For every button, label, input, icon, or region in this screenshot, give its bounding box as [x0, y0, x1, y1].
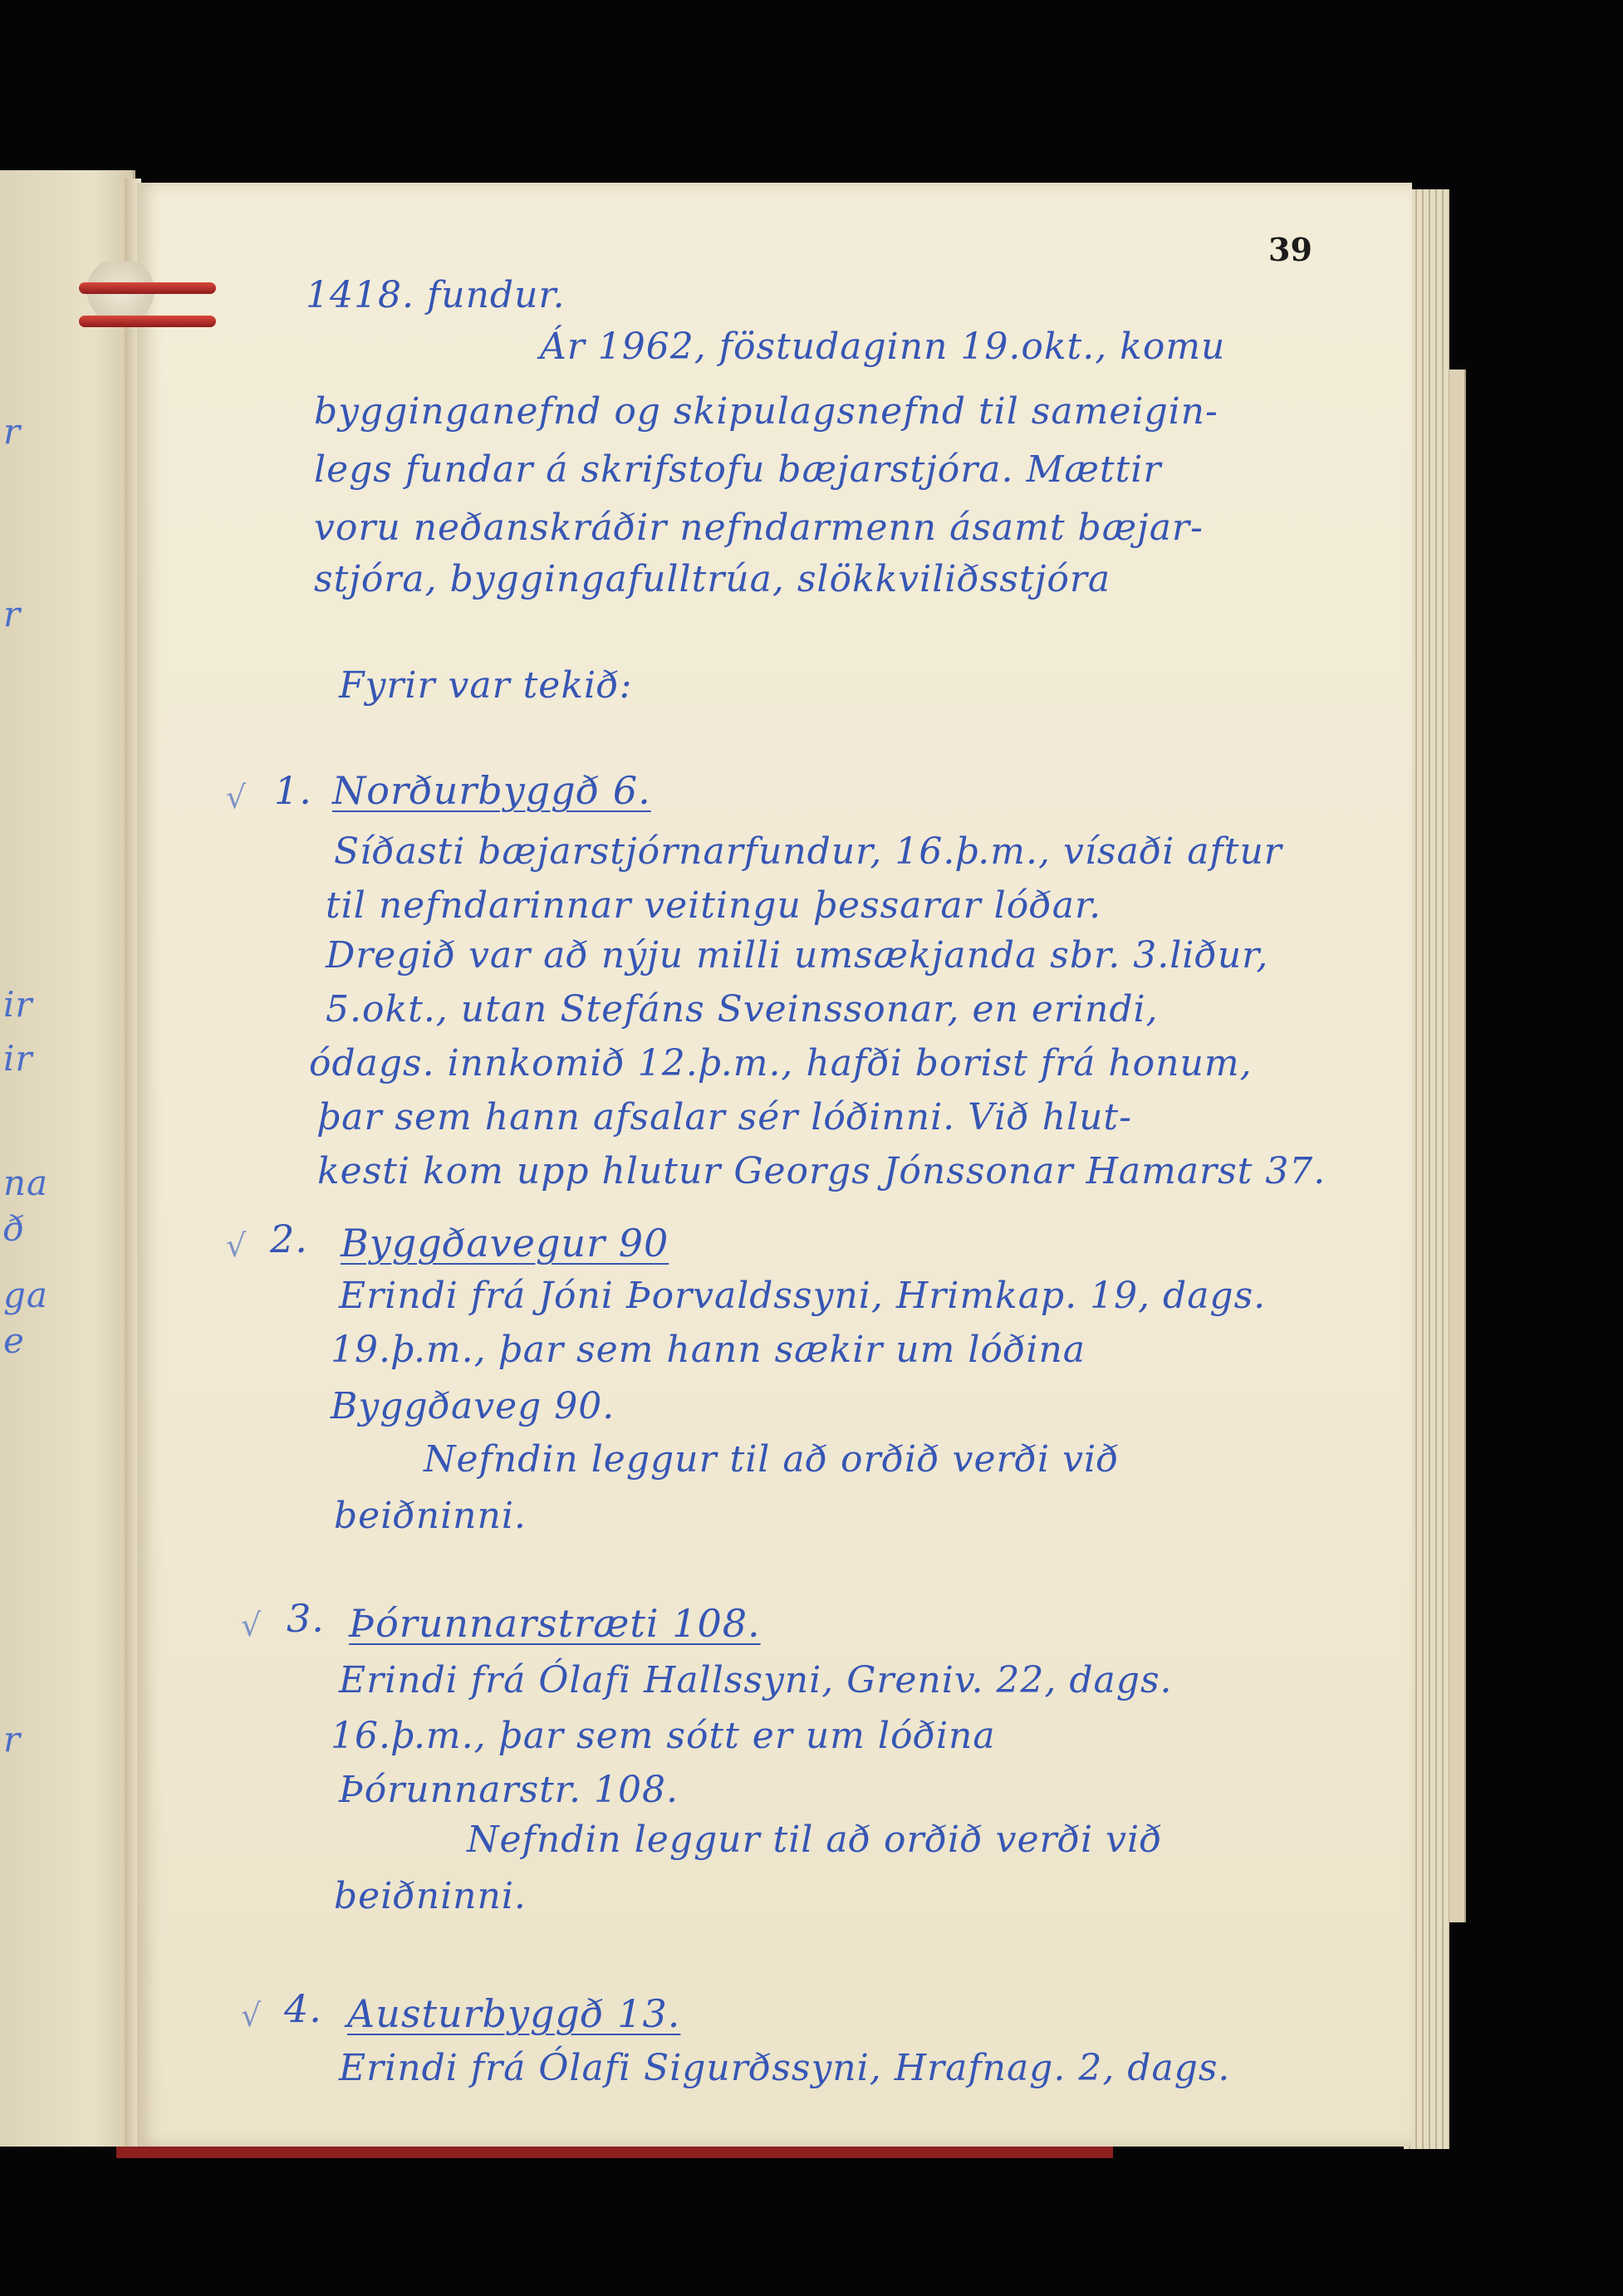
item-line: kesti kom upp hlutur Georgs Jónssonar Hamarst 37.	[317, 1150, 1326, 1192]
left-page-fragment: r	[3, 594, 22, 634]
intro-line: Ár 1962, föstudaginn 19.okt., komu	[540, 326, 1226, 368]
item-line: þar sem hann afsalar sér lóðinni. Við hlut-	[317, 1096, 1132, 1138]
meeting-number: 1418. fundur.	[306, 274, 566, 316]
item-title: Byggðavegur 90	[341, 1221, 669, 1265]
loose-sheet-edge	[1449, 370, 1466, 1922]
item-number: 4.	[284, 1986, 322, 2031]
check-mark: √	[241, 1607, 262, 1643]
item-line: Dregið var að nýju milli umsækjanda sbr. 3.liður,	[326, 934, 1269, 977]
item-line: Erindi frá Ólafi Hallssyni, Greniv. 22, dags.	[339, 1659, 1173, 1701]
left-page-fragment: r	[3, 411, 22, 452]
agenda-intro: Fyrir var tekið:	[339, 664, 633, 707]
red-cover-edge	[116, 2147, 1113, 2158]
item-line: 5.okt., utan Stefáns Sveinssonar, en erindi,	[326, 988, 1159, 1031]
item-line: Erindi frá Ólafi Sigurðssyni, Hrafnag. 2, dags.	[339, 2047, 1231, 2089]
item-line: Nefndin leggur til að orðið verði við	[467, 1819, 1163, 1861]
item-title: Þórunnarstræti 108.	[349, 1601, 761, 1646]
item-line: ódags. innkomið 12.þ.m., hafði borist frá honum,	[309, 1042, 1253, 1084]
binding-thread	[79, 316, 216, 327]
item-line: 16.þ.m., þar sem sótt er um lóðina	[331, 1715, 996, 1757]
left-page-fragment: ir	[3, 984, 33, 1025]
item-line: Erindi frá Jóni Þorvaldssyni, Hrimkap. 19, dags.	[339, 1275, 1267, 1317]
left-page-fragment: na	[3, 1163, 49, 1203]
intro-line: legs fundar á skrifstofu bæjarstjóra. Mættir	[314, 448, 1162, 491]
intro-line: bygginganefnd og skipulagsnefnd til sameigin-	[314, 390, 1218, 433]
item-number: 3.	[287, 1596, 325, 1641]
intro-line: voru neðanskráðir nefndarmenn ásamt bæjar-	[314, 507, 1204, 549]
intro-line: stjóra, byggingafulltrúa, slökkviliðsstjóra	[314, 558, 1111, 600]
item-title: Norðurbyggð 6.	[332, 768, 651, 813]
item-line: Síðasti bæjarstjórnarfundur, 16.þ.m., vísaði aftur	[334, 830, 1282, 873]
item-title: Austurbyggð 13.	[347, 1991, 681, 2036]
item-line: Þórunnarstr. 108.	[339, 1769, 679, 1811]
left-facing-page	[0, 170, 135, 2147]
check-mark: √	[241, 1997, 262, 2034]
item-number: 2.	[270, 1217, 308, 1261]
left-page-fragment: r	[3, 1719, 22, 1760]
item-number: 1.	[274, 768, 312, 813]
left-page-fragment: ga	[3, 1275, 48, 1315]
item-line: beiðninni.	[334, 1875, 527, 1917]
item-line: Byggðaveg 90.	[331, 1385, 615, 1427]
left-page-fragment: ir	[3, 1038, 33, 1079]
item-line: til nefndarinnar veitingu þessarar lóðar.	[326, 884, 1102, 927]
check-mark: √	[226, 779, 247, 815]
item-line: Nefndin leggur til að orðið verði við	[424, 1438, 1120, 1481]
left-page-fragment: e	[3, 1320, 25, 1361]
item-line: beiðninni.	[334, 1495, 527, 1537]
item-line: 19.þ.m., þar sem hann sækir um lóðina	[331, 1329, 1086, 1371]
binding-thread	[79, 282, 216, 294]
page-number: 39	[1268, 231, 1312, 268]
check-mark: √	[226, 1227, 247, 1264]
left-page-fragment: ð	[3, 1208, 26, 1249]
